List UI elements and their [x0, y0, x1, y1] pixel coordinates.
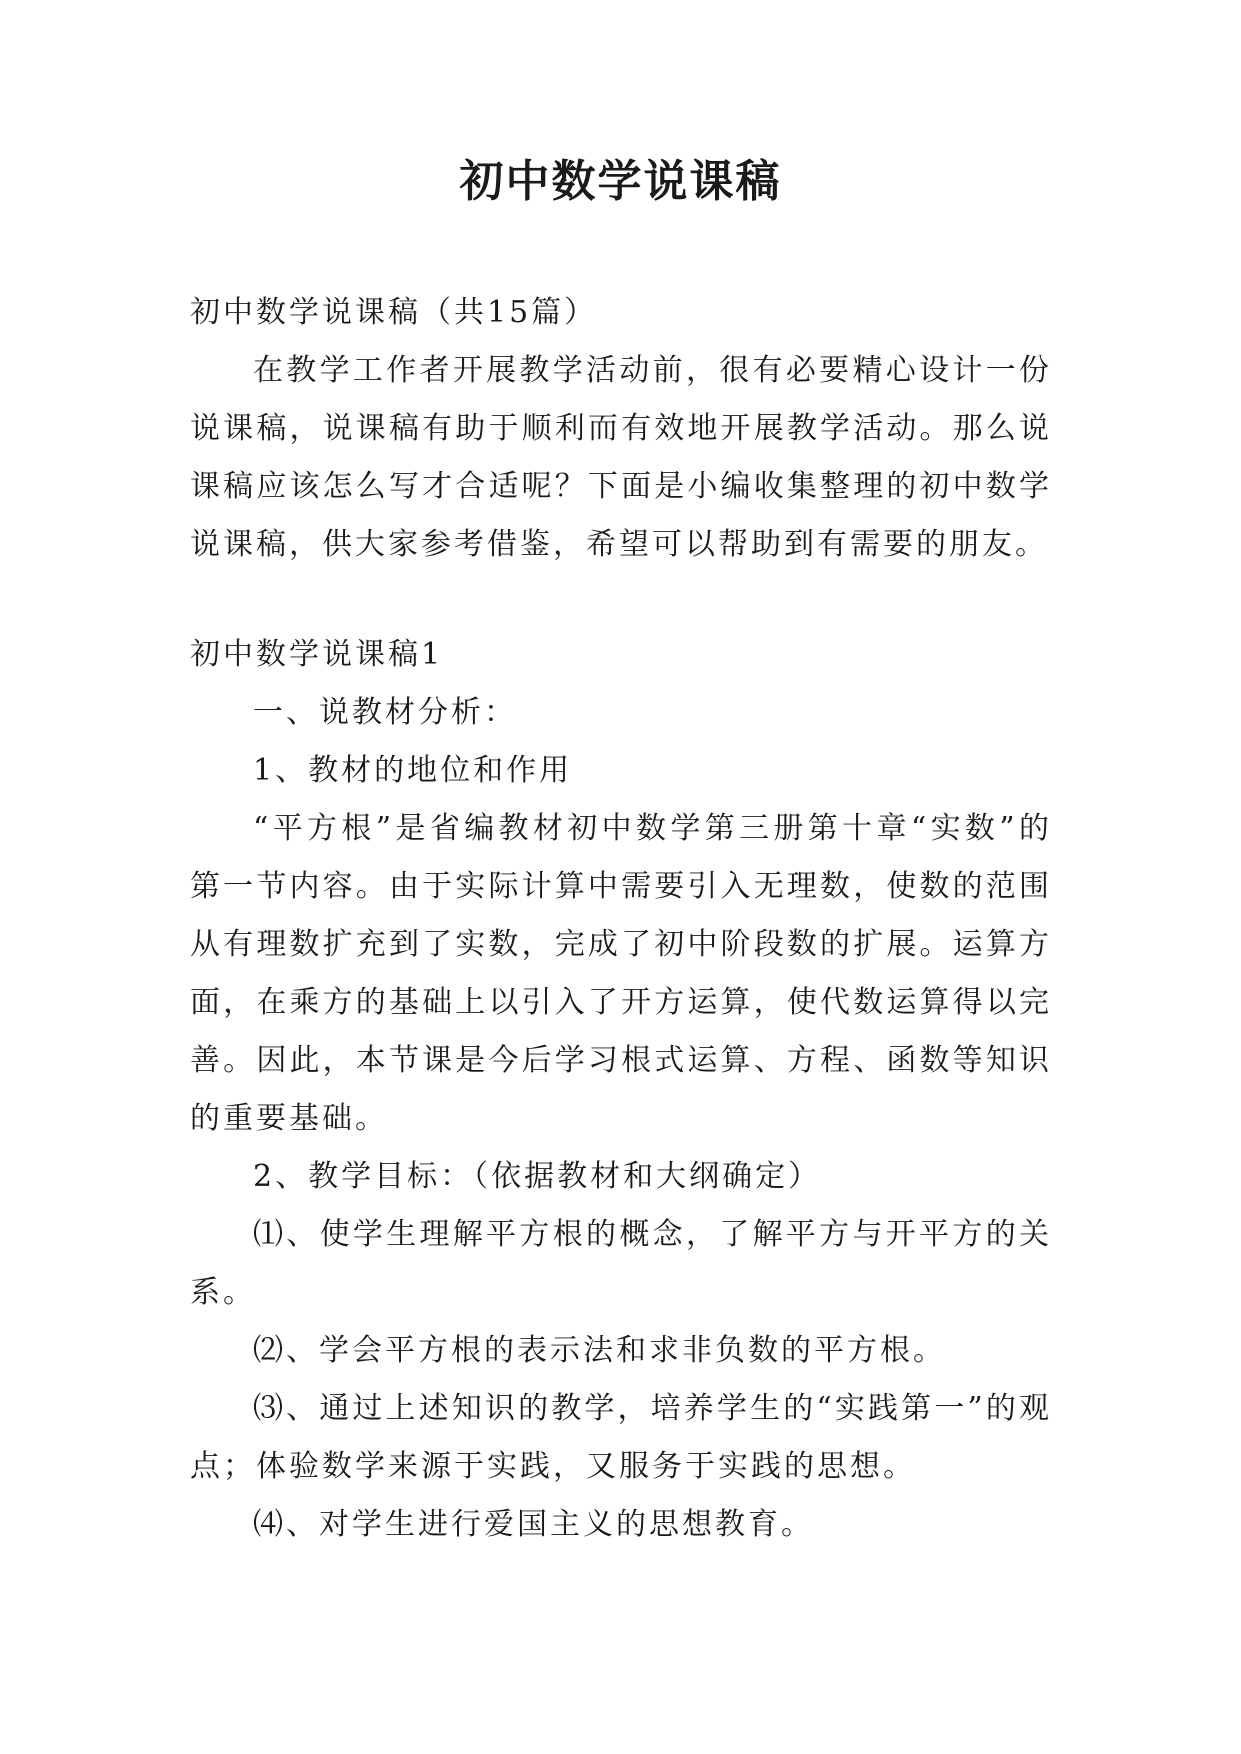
section-spacer [190, 574, 1052, 626]
paragraph-subheading-goals: 2、教学目标：（依据教材和大纲确定） [253, 1159, 822, 1194]
paragraph-heading-analysis: 一、说教材分析： [253, 695, 517, 730]
paragraph-subheading-role: 1、教材的地位和作用 [253, 753, 573, 788]
document-title: 初中数学说课稿 [459, 156, 782, 207]
paragraph-goal-2: ⑵、学会平方根的表示法和求非负数的平方根。 [253, 1333, 946, 1368]
document-subtitle: 初中数学说课稿（共15篇） [190, 295, 598, 330]
paragraph-goal-1: ⑴、使学生理解平方根的概念，了解平方与开平方的关系。 [190, 1217, 1052, 1310]
paragraph-goal-3: ⑶、通过上述知识的教学，培养学生的“实践第一”的观点；体验数学来源于实践，又服务于实践的思想。 [190, 1391, 1052, 1484]
document-body [190, 284, 1052, 1554]
section-heading: 初中数学说课稿1 [190, 637, 444, 672]
paragraph-goal-4: ⑷、对学生进行爱国主义的思想教育。 [253, 1507, 814, 1542]
paragraph-content-role: “平方根”是省编教材初中数学第三册第十章“实数”的第一节内容。由于实际计算中需要引入无理数，使数的范围从有理数扩充到了实数，完成了初中阶段数的扩展。运算方面，在乘方的基础上以引入了开方运算，使代数运算得以完善。因此，本节课是今后学习根式运算、方程、函数等知识的重要基础。 [190, 811, 1052, 1136]
intro-paragraph: 在教学工作者开展教学活动前，很有必要精心设计一份说课稿，说课稿有助于顺利而有效地开展教学活动。那么说课稿应该怎么写才合适呢？下面是小编收集整理的初中数学说课稿，供大家参考借鉴，希望可以帮助到有需要的朋友。 [190, 353, 1052, 562]
